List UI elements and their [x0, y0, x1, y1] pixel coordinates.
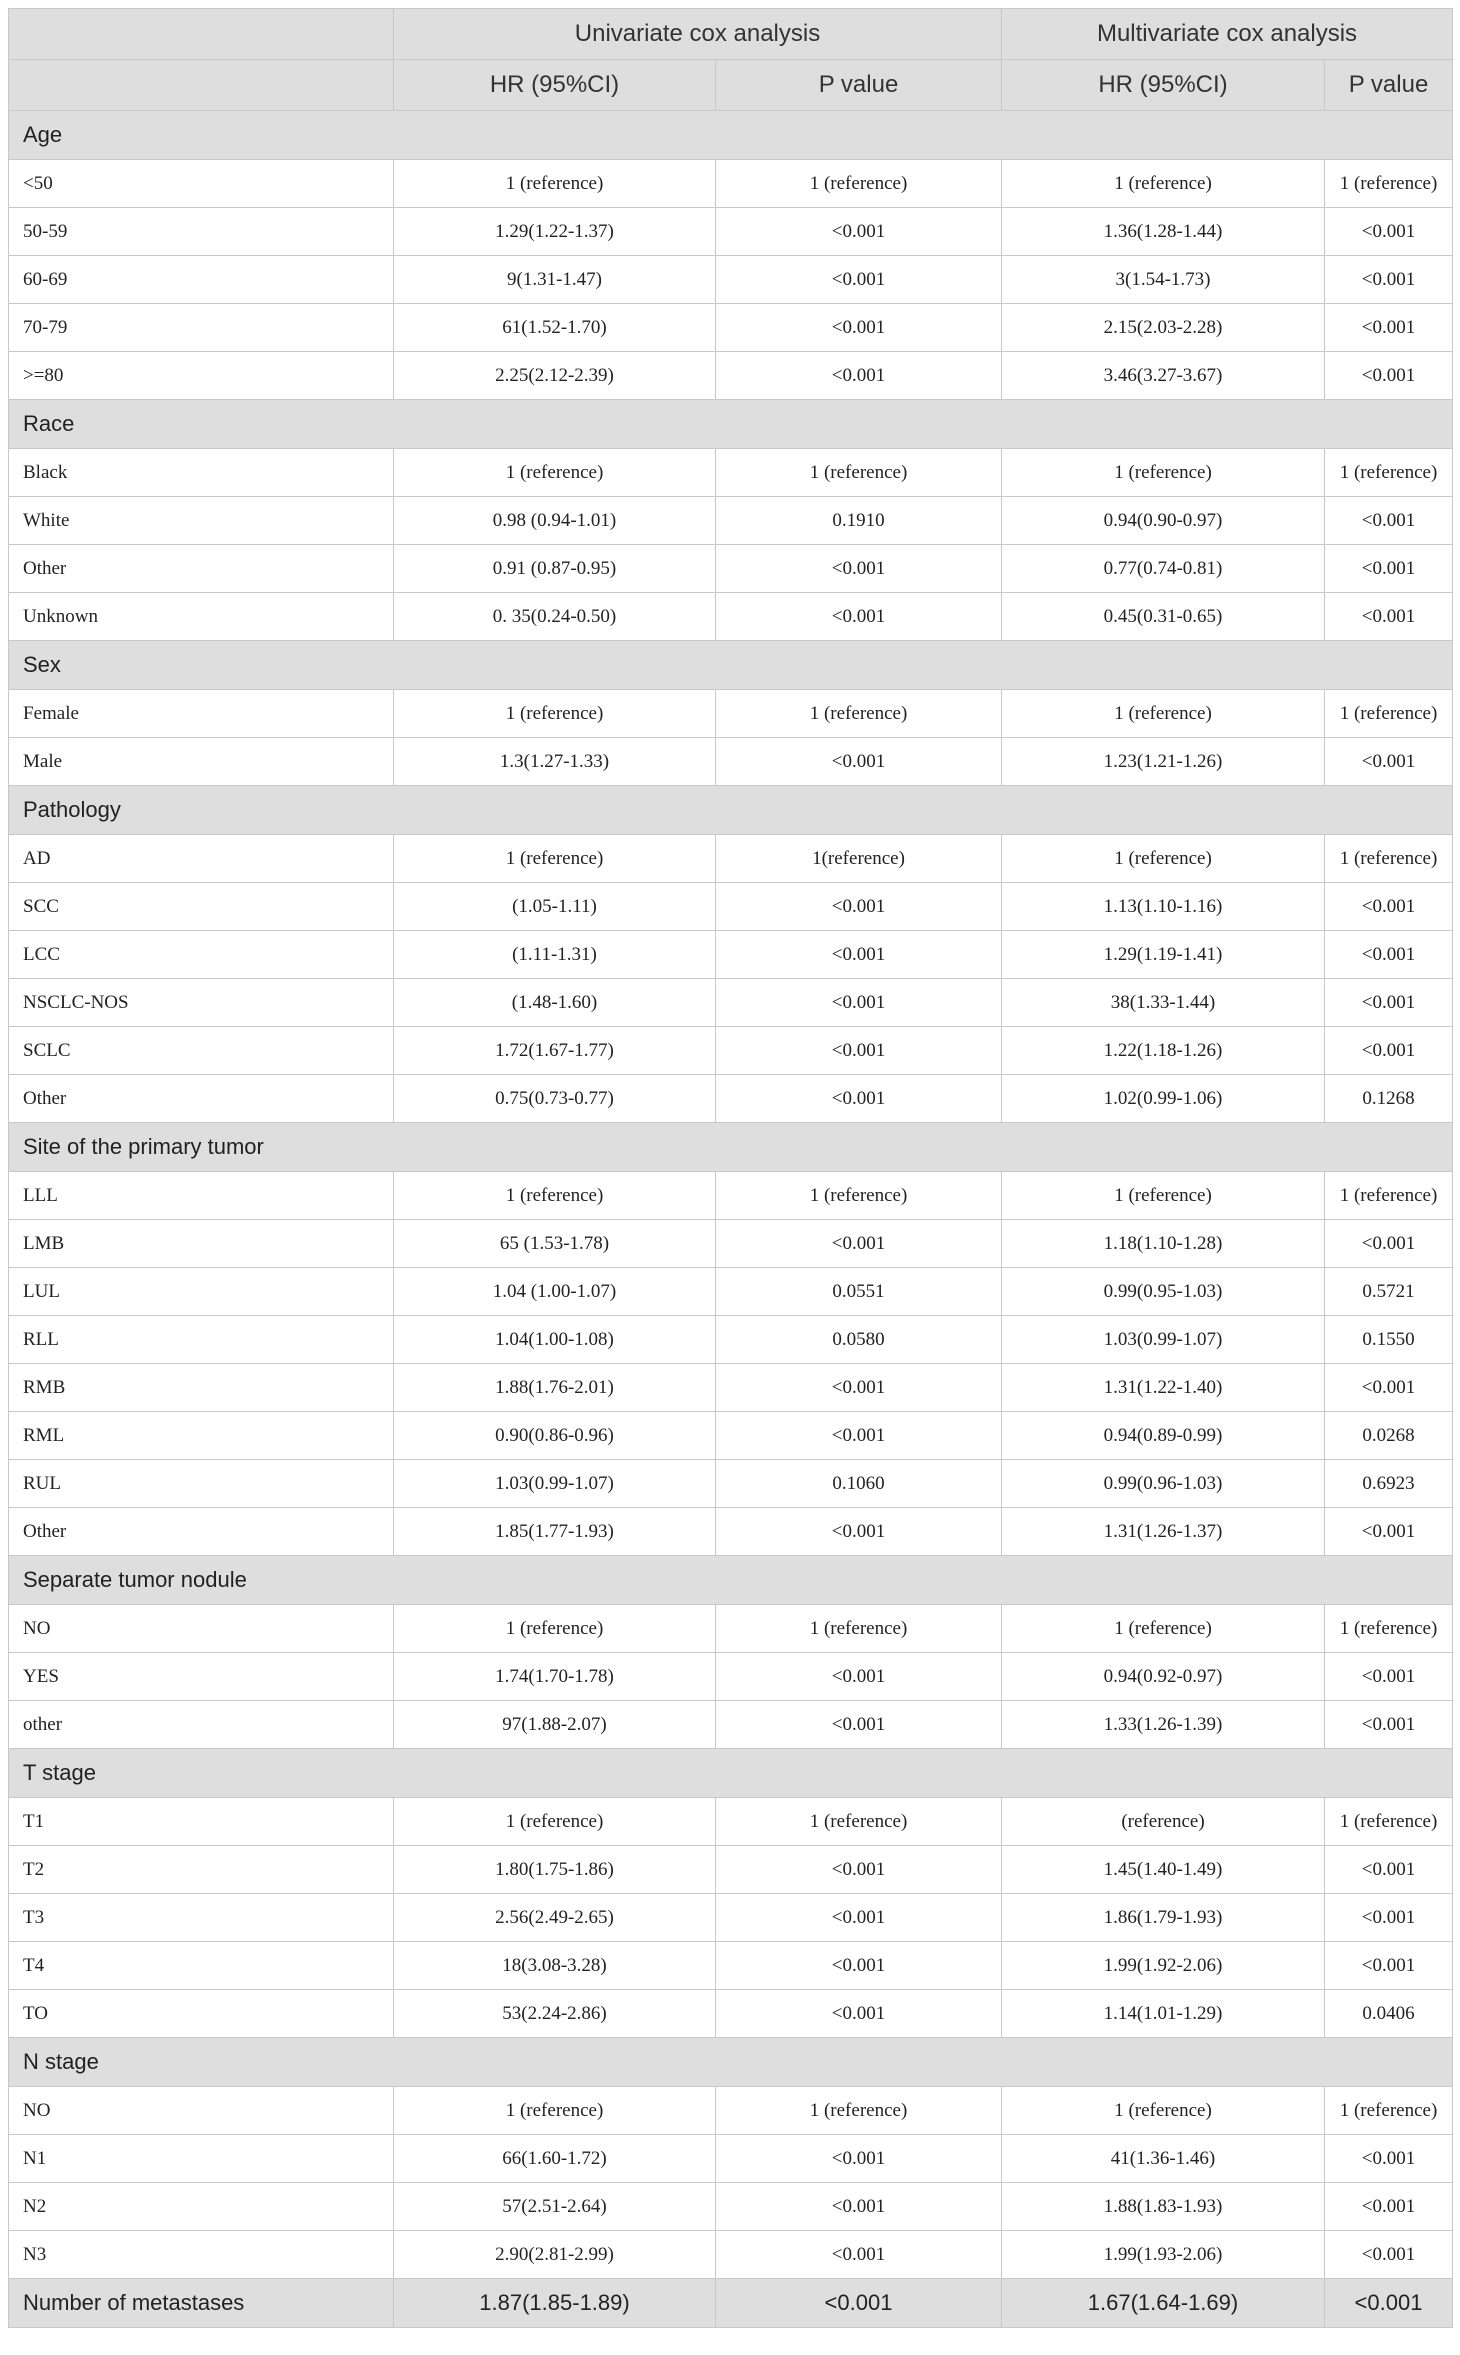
uni-p-cell: <0.001: [716, 1364, 1002, 1412]
multi-p-cell: <0.001: [1325, 256, 1453, 304]
uni-hr-cell: (1.48-1.60): [394, 979, 716, 1027]
table-row: [9, 545, 1453, 593]
multi-hr-cell: 1.31(1.26-1.37): [1002, 1508, 1325, 1556]
header-uni-p: P value: [716, 60, 1002, 111]
uni-hr-cell: 1 (reference): [394, 449, 716, 497]
row-label: Unknown: [9, 593, 394, 641]
multi-hr-cell: 1 (reference): [1002, 160, 1325, 208]
table-row: [9, 1605, 1453, 1653]
multi-p-cell: <0.001: [1325, 1894, 1453, 1942]
row-label: >=80: [9, 352, 394, 400]
uni-p-cell: 1 (reference): [716, 449, 1002, 497]
uni-hr-cell: 2.25(2.12-2.39): [394, 352, 716, 400]
uni-p-cell: <0.001: [716, 1990, 1002, 2038]
row-label: LMB: [9, 1220, 394, 1268]
multi-hr-cell: 1.45(1.40-1.49): [1002, 1846, 1325, 1894]
uni-hr-cell: 1 (reference): [394, 2087, 716, 2135]
multi-hr-cell: 0.94(0.90-0.97): [1002, 497, 1325, 545]
row-label: AD: [9, 835, 394, 883]
footer-row-metastases: [9, 2279, 1453, 2328]
multi-hr-cell: 1 (reference): [1002, 835, 1325, 883]
uni-p-cell: <0.001: [716, 256, 1002, 304]
multi-p-cell: 1 (reference): [1325, 690, 1453, 738]
table-row: [9, 979, 1453, 1027]
table-row: [9, 1798, 1453, 1846]
multi-hr-cell: (reference): [1002, 1798, 1325, 1846]
footer-label: Number of metastases: [9, 2279, 394, 2328]
multi-p-cell: 1 (reference): [1325, 835, 1453, 883]
multi-hr-cell: 0.94(0.92-0.97): [1002, 1653, 1325, 1701]
uni-hr-cell: 1.04(1.00-1.08): [394, 1316, 716, 1364]
multi-hr-cell: 1.22(1.18-1.26): [1002, 1027, 1325, 1075]
uni-hr-cell: 1.3(1.27-1.33): [394, 738, 716, 786]
multi-p-cell: <0.001: [1325, 1701, 1453, 1749]
multi-hr-cell: 1.99(1.92-2.06): [1002, 1942, 1325, 1990]
multi-hr-cell: 0.94(0.89-0.99): [1002, 1412, 1325, 1460]
uni-hr-cell: 97(1.88-2.07): [394, 1701, 716, 1749]
multi-hr-cell: 1.99(1.93-2.06): [1002, 2231, 1325, 2279]
row-label: Other: [9, 1508, 394, 1556]
row-label: Black: [9, 449, 394, 497]
multi-p-cell: 0.0406: [1325, 1990, 1453, 2038]
table-row: [9, 1268, 1453, 1316]
header-multi-p: P value: [1325, 60, 1453, 111]
multi-hr-cell: 38(1.33-1.44): [1002, 979, 1325, 1027]
group-header-row: [9, 111, 1453, 160]
uni-hr-cell: 1.04 (1.00-1.07): [394, 1268, 716, 1316]
group-header-row: [9, 786, 1453, 835]
table-row: [9, 352, 1453, 400]
multi-p-cell: 0.5721: [1325, 1268, 1453, 1316]
table-row: [9, 883, 1453, 931]
uni-p-cell: <0.001: [716, 1220, 1002, 1268]
uni-hr-cell: 0.91 (0.87-0.95): [394, 545, 716, 593]
uni-hr-cell: 61(1.52-1.70): [394, 304, 716, 352]
header-multi-hr: HR (95%CI): [1002, 60, 1325, 111]
row-label: T2: [9, 1846, 394, 1894]
multi-p-cell: <0.001: [1325, 497, 1453, 545]
multi-p-cell: <0.001: [1325, 931, 1453, 979]
table-row: [9, 1316, 1453, 1364]
uni-hr-cell: 1 (reference): [394, 160, 716, 208]
uni-p-cell: <0.001: [716, 1846, 1002, 1894]
table-row: [9, 1075, 1453, 1123]
table-row: [9, 1701, 1453, 1749]
row-label: RML: [9, 1412, 394, 1460]
multi-p-cell: <0.001: [1325, 2231, 1453, 2279]
group-header-row: [9, 1749, 1453, 1798]
row-label: RUL: [9, 1460, 394, 1508]
uni-p-cell: 0.1910: [716, 497, 1002, 545]
row-label: White: [9, 497, 394, 545]
uni-hr-cell: 9(1.31-1.47): [394, 256, 716, 304]
group-label: Race: [9, 400, 1453, 449]
row-label: N3: [9, 2231, 394, 2279]
uni-p-cell: <0.001: [716, 1412, 1002, 1460]
uni-p-cell: <0.001: [716, 1701, 1002, 1749]
table-row: [9, 1412, 1453, 1460]
row-label: other: [9, 1701, 394, 1749]
uni-hr-cell: 0.75(0.73-0.77): [394, 1075, 716, 1123]
multi-hr-cell: 1.03(0.99-1.07): [1002, 1316, 1325, 1364]
multi-hr-cell: 41(1.36-1.46): [1002, 2135, 1325, 2183]
multi-p-cell: <0.001: [1325, 545, 1453, 593]
table-row: [9, 1364, 1453, 1412]
multi-hr-cell: 1.33(1.26-1.39): [1002, 1701, 1325, 1749]
table-row: [9, 1894, 1453, 1942]
table-row: [9, 449, 1453, 497]
multi-hr-cell: 1.14(1.01-1.29): [1002, 1990, 1325, 2038]
table-body: [9, 111, 1453, 2279]
table-row: [9, 1460, 1453, 1508]
uni-hr-cell: 2.90(2.81-2.99): [394, 2231, 716, 2279]
uni-hr-cell: 1.72(1.67-1.77): [394, 1027, 716, 1075]
uni-hr-cell: 18(3.08-3.28): [394, 1942, 716, 1990]
uni-p-cell: 0.0551: [716, 1268, 1002, 1316]
uni-p-cell: 1 (reference): [716, 690, 1002, 738]
multi-hr-cell: 1.36(1.28-1.44): [1002, 208, 1325, 256]
multi-hr-cell: 1.23(1.21-1.26): [1002, 738, 1325, 786]
table-row: [9, 2231, 1453, 2279]
table-row: [9, 208, 1453, 256]
uni-p-cell: 1 (reference): [716, 1798, 1002, 1846]
uni-p-cell: <0.001: [716, 738, 1002, 786]
uni-hr-cell: 53(2.24-2.86): [394, 1990, 716, 2038]
multi-hr-cell: 1 (reference): [1002, 2087, 1325, 2135]
uni-hr-cell: 0.98 (0.94-1.01): [394, 497, 716, 545]
header-row-sub: [9, 60, 1453, 111]
multi-p-cell: <0.001: [1325, 352, 1453, 400]
multi-hr-cell: 1 (reference): [1002, 1172, 1325, 1220]
row-label: N2: [9, 2183, 394, 2231]
group-header-row: [9, 641, 1453, 690]
table-row: [9, 738, 1453, 786]
multi-p-cell: <0.001: [1325, 2135, 1453, 2183]
uni-p-cell: <0.001: [716, 1942, 1002, 1990]
multi-hr-cell: 3.46(3.27-3.67): [1002, 352, 1325, 400]
footer-multi-p: <0.001: [1325, 2279, 1453, 2328]
multi-hr-cell: 0.99(0.96-1.03): [1002, 1460, 1325, 1508]
table-row: [9, 593, 1453, 641]
row-label: RMB: [9, 1364, 394, 1412]
header-uni-hr: HR (95%CI): [394, 60, 716, 111]
uni-hr-cell: 1 (reference): [394, 835, 716, 883]
multi-p-cell: 0.1268: [1325, 1075, 1453, 1123]
multi-p-cell: <0.001: [1325, 883, 1453, 931]
footer-multi-hr: 1.67(1.64-1.69): [1002, 2279, 1325, 2328]
uni-hr-cell: 1.85(1.77-1.93): [394, 1508, 716, 1556]
uni-hr-cell: 0.90(0.86-0.96): [394, 1412, 716, 1460]
multi-p-cell: 1 (reference): [1325, 1605, 1453, 1653]
uni-p-cell: 1 (reference): [716, 160, 1002, 208]
uni-hr-cell: 1.03(0.99-1.07): [394, 1460, 716, 1508]
uni-hr-cell: 0. 35(0.24-0.50): [394, 593, 716, 641]
cox-analysis-table: [8, 8, 1453, 2328]
uni-hr-cell: 1.88(1.76-2.01): [394, 1364, 716, 1412]
group-label: N stage: [9, 2038, 1453, 2087]
multi-hr-cell: 1.02(0.99-1.06): [1002, 1075, 1325, 1123]
table-row: [9, 1027, 1453, 1075]
row-label: RLL: [9, 1316, 394, 1364]
table-row: [9, 931, 1453, 979]
row-label: 60-69: [9, 256, 394, 304]
table-row: [9, 1508, 1453, 1556]
multi-p-cell: <0.001: [1325, 1942, 1453, 1990]
uni-hr-cell: 1 (reference): [394, 1605, 716, 1653]
row-label: NO: [9, 2087, 394, 2135]
multi-p-cell: 1 (reference): [1325, 449, 1453, 497]
group-label: Separate tumor nodule: [9, 1556, 1453, 1605]
multi-hr-cell: 1.13(1.10-1.16): [1002, 883, 1325, 931]
uni-hr-cell: 1 (reference): [394, 1798, 716, 1846]
uni-hr-cell: 1.29(1.22-1.37): [394, 208, 716, 256]
multi-p-cell: 0.6923: [1325, 1460, 1453, 1508]
uni-p-cell: <0.001: [716, 1027, 1002, 1075]
uni-p-cell: <0.001: [716, 1653, 1002, 1701]
multi-p-cell: <0.001: [1325, 1653, 1453, 1701]
header-variable-cell: [9, 9, 394, 60]
multi-p-cell: 1 (reference): [1325, 160, 1453, 208]
uni-hr-cell: 57(2.51-2.64): [394, 2183, 716, 2231]
uni-hr-cell: 1.80(1.75-1.86): [394, 1846, 716, 1894]
multi-p-cell: 1 (reference): [1325, 2087, 1453, 2135]
uni-hr-cell: 1.74(1.70-1.78): [394, 1653, 716, 1701]
row-label: T1: [9, 1798, 394, 1846]
row-label: T3: [9, 1894, 394, 1942]
table-row: [9, 1220, 1453, 1268]
table-row: [9, 1846, 1453, 1894]
row-label: Male: [9, 738, 394, 786]
multi-hr-cell: 1 (reference): [1002, 690, 1325, 738]
table-row: [9, 690, 1453, 738]
uni-hr-cell: (1.11-1.31): [394, 931, 716, 979]
group-header-row: [9, 400, 1453, 449]
header-variable-sub-cell: [9, 60, 394, 111]
row-label: <50: [9, 160, 394, 208]
multi-hr-cell: 0.77(0.74-0.81): [1002, 545, 1325, 593]
multi-hr-cell: 1.18(1.10-1.28): [1002, 1220, 1325, 1268]
table-row: [9, 2183, 1453, 2231]
uni-p-cell: 1 (reference): [716, 1605, 1002, 1653]
group-label: Pathology: [9, 786, 1453, 835]
row-label: LUL: [9, 1268, 394, 1316]
multi-hr-cell: 3(1.54-1.73): [1002, 256, 1325, 304]
multi-p-cell: <0.001: [1325, 1220, 1453, 1268]
multi-p-cell: <0.001: [1325, 2183, 1453, 2231]
group-label: Sex: [9, 641, 1453, 690]
uni-p-cell: <0.001: [716, 2183, 1002, 2231]
multi-hr-cell: 1.88(1.83-1.93): [1002, 2183, 1325, 2231]
multi-p-cell: <0.001: [1325, 1027, 1453, 1075]
uni-hr-cell: 66(1.60-1.72): [394, 2135, 716, 2183]
uni-p-cell: <0.001: [716, 352, 1002, 400]
multi-hr-cell: 1 (reference): [1002, 1605, 1325, 1653]
multi-hr-cell: 1.31(1.22-1.40): [1002, 1364, 1325, 1412]
uni-hr-cell: (1.05-1.11): [394, 883, 716, 931]
table-row: [9, 1653, 1453, 1701]
uni-p-cell: 1 (reference): [716, 2087, 1002, 2135]
row-label: SCC: [9, 883, 394, 931]
table-row: [9, 1942, 1453, 1990]
uni-p-cell: 0.0580: [716, 1316, 1002, 1364]
multi-p-cell: <0.001: [1325, 1508, 1453, 1556]
row-label: NSCLC-NOS: [9, 979, 394, 1027]
multi-p-cell: 0.0268: [1325, 1412, 1453, 1460]
row-label: Female: [9, 690, 394, 738]
group-header-row: [9, 2038, 1453, 2087]
multi-hr-cell: 0.99(0.95-1.03): [1002, 1268, 1325, 1316]
row-label: N1: [9, 2135, 394, 2183]
multi-hr-cell: 1.29(1.19-1.41): [1002, 931, 1325, 979]
uni-hr-cell: 65 (1.53-1.78): [394, 1220, 716, 1268]
row-label: SCLC: [9, 1027, 394, 1075]
uni-p-cell: <0.001: [716, 208, 1002, 256]
table-row: [9, 2087, 1453, 2135]
row-label: T4: [9, 1942, 394, 1990]
uni-hr-cell: 1 (reference): [394, 690, 716, 738]
uni-p-cell: 1 (reference): [716, 1172, 1002, 1220]
uni-p-cell: <0.001: [716, 545, 1002, 593]
uni-p-cell: <0.001: [716, 2231, 1002, 2279]
table-row: [9, 835, 1453, 883]
row-label: NO: [9, 1605, 394, 1653]
uni-p-cell: <0.001: [716, 304, 1002, 352]
group-header-row: [9, 1556, 1453, 1605]
uni-p-cell: <0.001: [716, 593, 1002, 641]
row-label: LLL: [9, 1172, 394, 1220]
uni-p-cell: <0.001: [716, 2135, 1002, 2183]
multi-hr-cell: 2.15(2.03-2.28): [1002, 304, 1325, 352]
uni-p-cell: <0.001: [716, 883, 1002, 931]
footer-uni-hr: 1.87(1.85-1.89): [394, 2279, 716, 2328]
table-row: [9, 2135, 1453, 2183]
row-label: YES: [9, 1653, 394, 1701]
multi-p-cell: <0.001: [1325, 593, 1453, 641]
table-row: [9, 1990, 1453, 2038]
header-row-top: [9, 9, 1453, 60]
multi-p-cell: <0.001: [1325, 304, 1453, 352]
row-label: Other: [9, 1075, 394, 1123]
row-label: TO: [9, 1990, 394, 2038]
multi-p-cell: <0.001: [1325, 738, 1453, 786]
multi-p-cell: 1 (reference): [1325, 1172, 1453, 1220]
table-row: [9, 256, 1453, 304]
multi-p-cell: <0.001: [1325, 208, 1453, 256]
footer-uni-p: <0.001: [716, 2279, 1002, 2328]
uni-hr-cell: 2.56(2.49-2.65): [394, 1894, 716, 1942]
multi-p-cell: <0.001: [1325, 1364, 1453, 1412]
multi-hr-cell: 1.86(1.79-1.93): [1002, 1894, 1325, 1942]
multi-hr-cell: 0.45(0.31-0.65): [1002, 593, 1325, 641]
uni-p-cell: 1(reference): [716, 835, 1002, 883]
multi-p-cell: <0.001: [1325, 979, 1453, 1027]
multi-p-cell: 0.1550: [1325, 1316, 1453, 1364]
row-label: LCC: [9, 931, 394, 979]
row-label: 50-59: [9, 208, 394, 256]
table-row: [9, 1172, 1453, 1220]
multi-hr-cell: 1 (reference): [1002, 449, 1325, 497]
multi-p-cell: 1 (reference): [1325, 1798, 1453, 1846]
uni-p-cell: <0.001: [716, 1894, 1002, 1942]
row-label: Other: [9, 545, 394, 593]
header-multivariate: Multivariate cox analysis: [1002, 9, 1453, 60]
group-label: Site of the primary tumor: [9, 1123, 1453, 1172]
multi-p-cell: <0.001: [1325, 1846, 1453, 1894]
uni-p-cell: <0.001: [716, 1508, 1002, 1556]
group-label: Age: [9, 111, 1453, 160]
header-univariate: Univariate cox analysis: [394, 9, 1002, 60]
uni-p-cell: 0.1060: [716, 1460, 1002, 1508]
uni-p-cell: <0.001: [716, 979, 1002, 1027]
group-label: T stage: [9, 1749, 1453, 1798]
uni-p-cell: <0.001: [716, 931, 1002, 979]
table-row: [9, 304, 1453, 352]
group-header-row: [9, 1123, 1453, 1172]
uni-hr-cell: 1 (reference): [394, 1172, 716, 1220]
table-row: [9, 160, 1453, 208]
uni-p-cell: <0.001: [716, 1075, 1002, 1123]
row-label: 70-79: [9, 304, 394, 352]
table-row: [9, 497, 1453, 545]
